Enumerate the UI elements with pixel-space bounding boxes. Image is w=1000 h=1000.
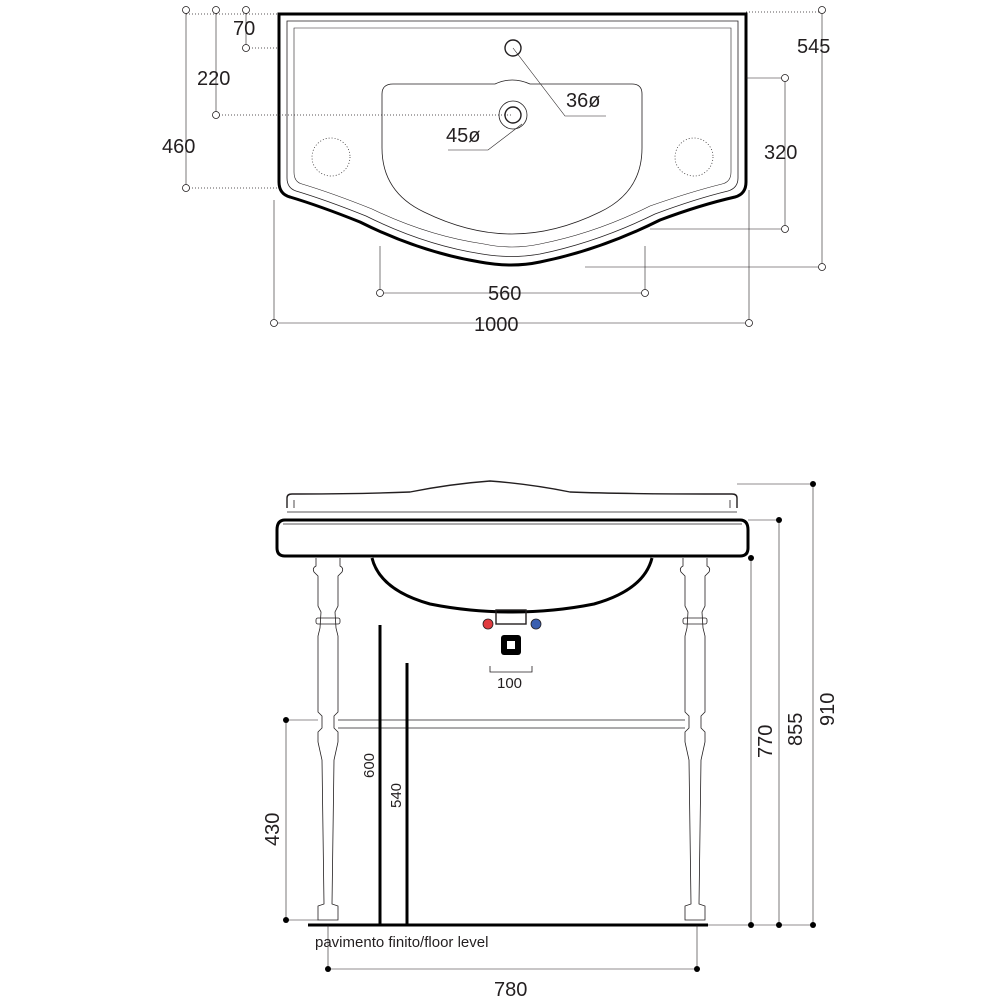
- dim-320: 320: [764, 142, 798, 164]
- dim-430: 430: [262, 812, 284, 846]
- dim-600: 600: [361, 752, 378, 778]
- dim-100: 100: [497, 675, 523, 692]
- dim-910: 910: [817, 692, 839, 726]
- floor-level-label: pavimento finito/floor level: [315, 934, 489, 951]
- bowl-underside: [372, 558, 652, 612]
- top-slab: [277, 520, 748, 556]
- dim-460: 460: [162, 136, 196, 158]
- basin-outer-outline: [279, 14, 746, 265]
- dim-70: 70: [233, 18, 256, 40]
- dim-855: 855: [785, 712, 807, 746]
- hot-tap-icon: [483, 619, 493, 629]
- dim-545: 545: [797, 36, 831, 58]
- left-leg: [313, 558, 342, 920]
- front-view: [262, 481, 839, 1000]
- cold-tap-icon: [531, 619, 541, 629]
- bowl-outline: [382, 80, 642, 234]
- splash-top: [287, 481, 737, 508]
- basin-rim-inner: [294, 28, 731, 247]
- right-leg: [680, 558, 709, 920]
- dim-540: 540: [388, 782, 405, 808]
- dim-780: 780: [494, 979, 528, 1000]
- dim-770: 770: [755, 724, 777, 758]
- overflow-left: [312, 138, 350, 176]
- dim-36-dia: 36ø: [566, 90, 601, 112]
- dim-1000: 1000: [474, 314, 519, 336]
- overflow-right: [675, 138, 713, 176]
- dim-45-dia: 45ø: [446, 125, 481, 147]
- top-view: [162, 7, 830, 337]
- drain-outer: [499, 101, 527, 129]
- dim-560: 560: [488, 283, 522, 305]
- dim-220: 220: [197, 68, 231, 90]
